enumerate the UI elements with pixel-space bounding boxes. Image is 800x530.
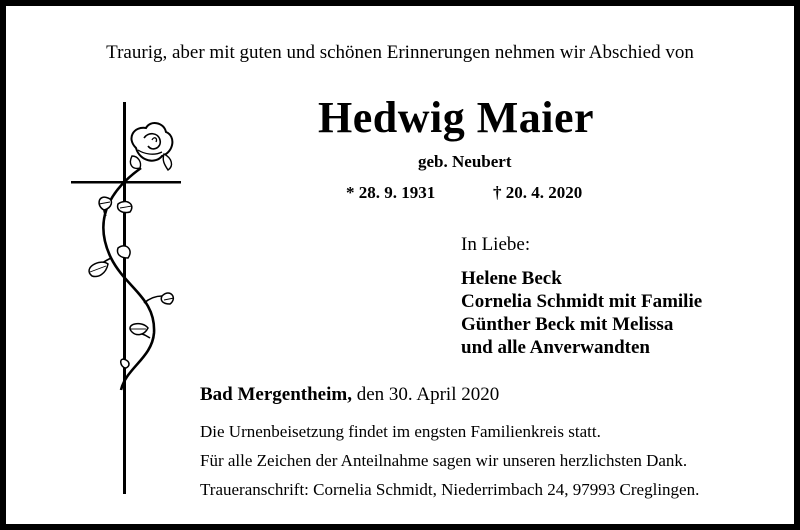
mourner-name: und alle Anverwandten [461, 337, 650, 358]
notice-date: den 30. April 2020 [356, 384, 500, 405]
maiden-name: geb. Neubert [418, 152, 512, 171]
in-love-label: In Liebe: [461, 234, 531, 255]
mourner-name: Helene Beck [461, 268, 562, 289]
thanks-note: Für alle Zeichen der Anteilnahme sagen wir unseren herzlichsten Dank. [200, 451, 688, 470]
mourning-address: Traueranschrift: Cornelia Schmidt, Niederrimbach 24, 97993 Creglingen. [200, 480, 700, 499]
cross-with-rose-icon [66, 98, 191, 498]
mourner-name: Günther Beck mit Melissa [461, 314, 674, 335]
place-name: Bad Mergentheim, [200, 384, 352, 405]
death-date: † 20. 4. 2020 [493, 183, 583, 202]
burial-note: Die Urnenbeisetzung findet im engsten Familienkreis statt. [200, 422, 601, 441]
mourners-list [461, 267, 702, 359]
mourner-name: Cornelia Schmidt mit Familie [461, 291, 703, 312]
info-lines [200, 417, 699, 504]
deceased-name: Hedwig Maier [318, 93, 595, 142]
birth-date: * 28. 9. 1931 [346, 183, 436, 202]
intro-text: Traurig, aber mit guten und schönen Erinnerungen nehmen wir Abschied von [106, 42, 694, 63]
place-date-line [200, 384, 499, 406]
